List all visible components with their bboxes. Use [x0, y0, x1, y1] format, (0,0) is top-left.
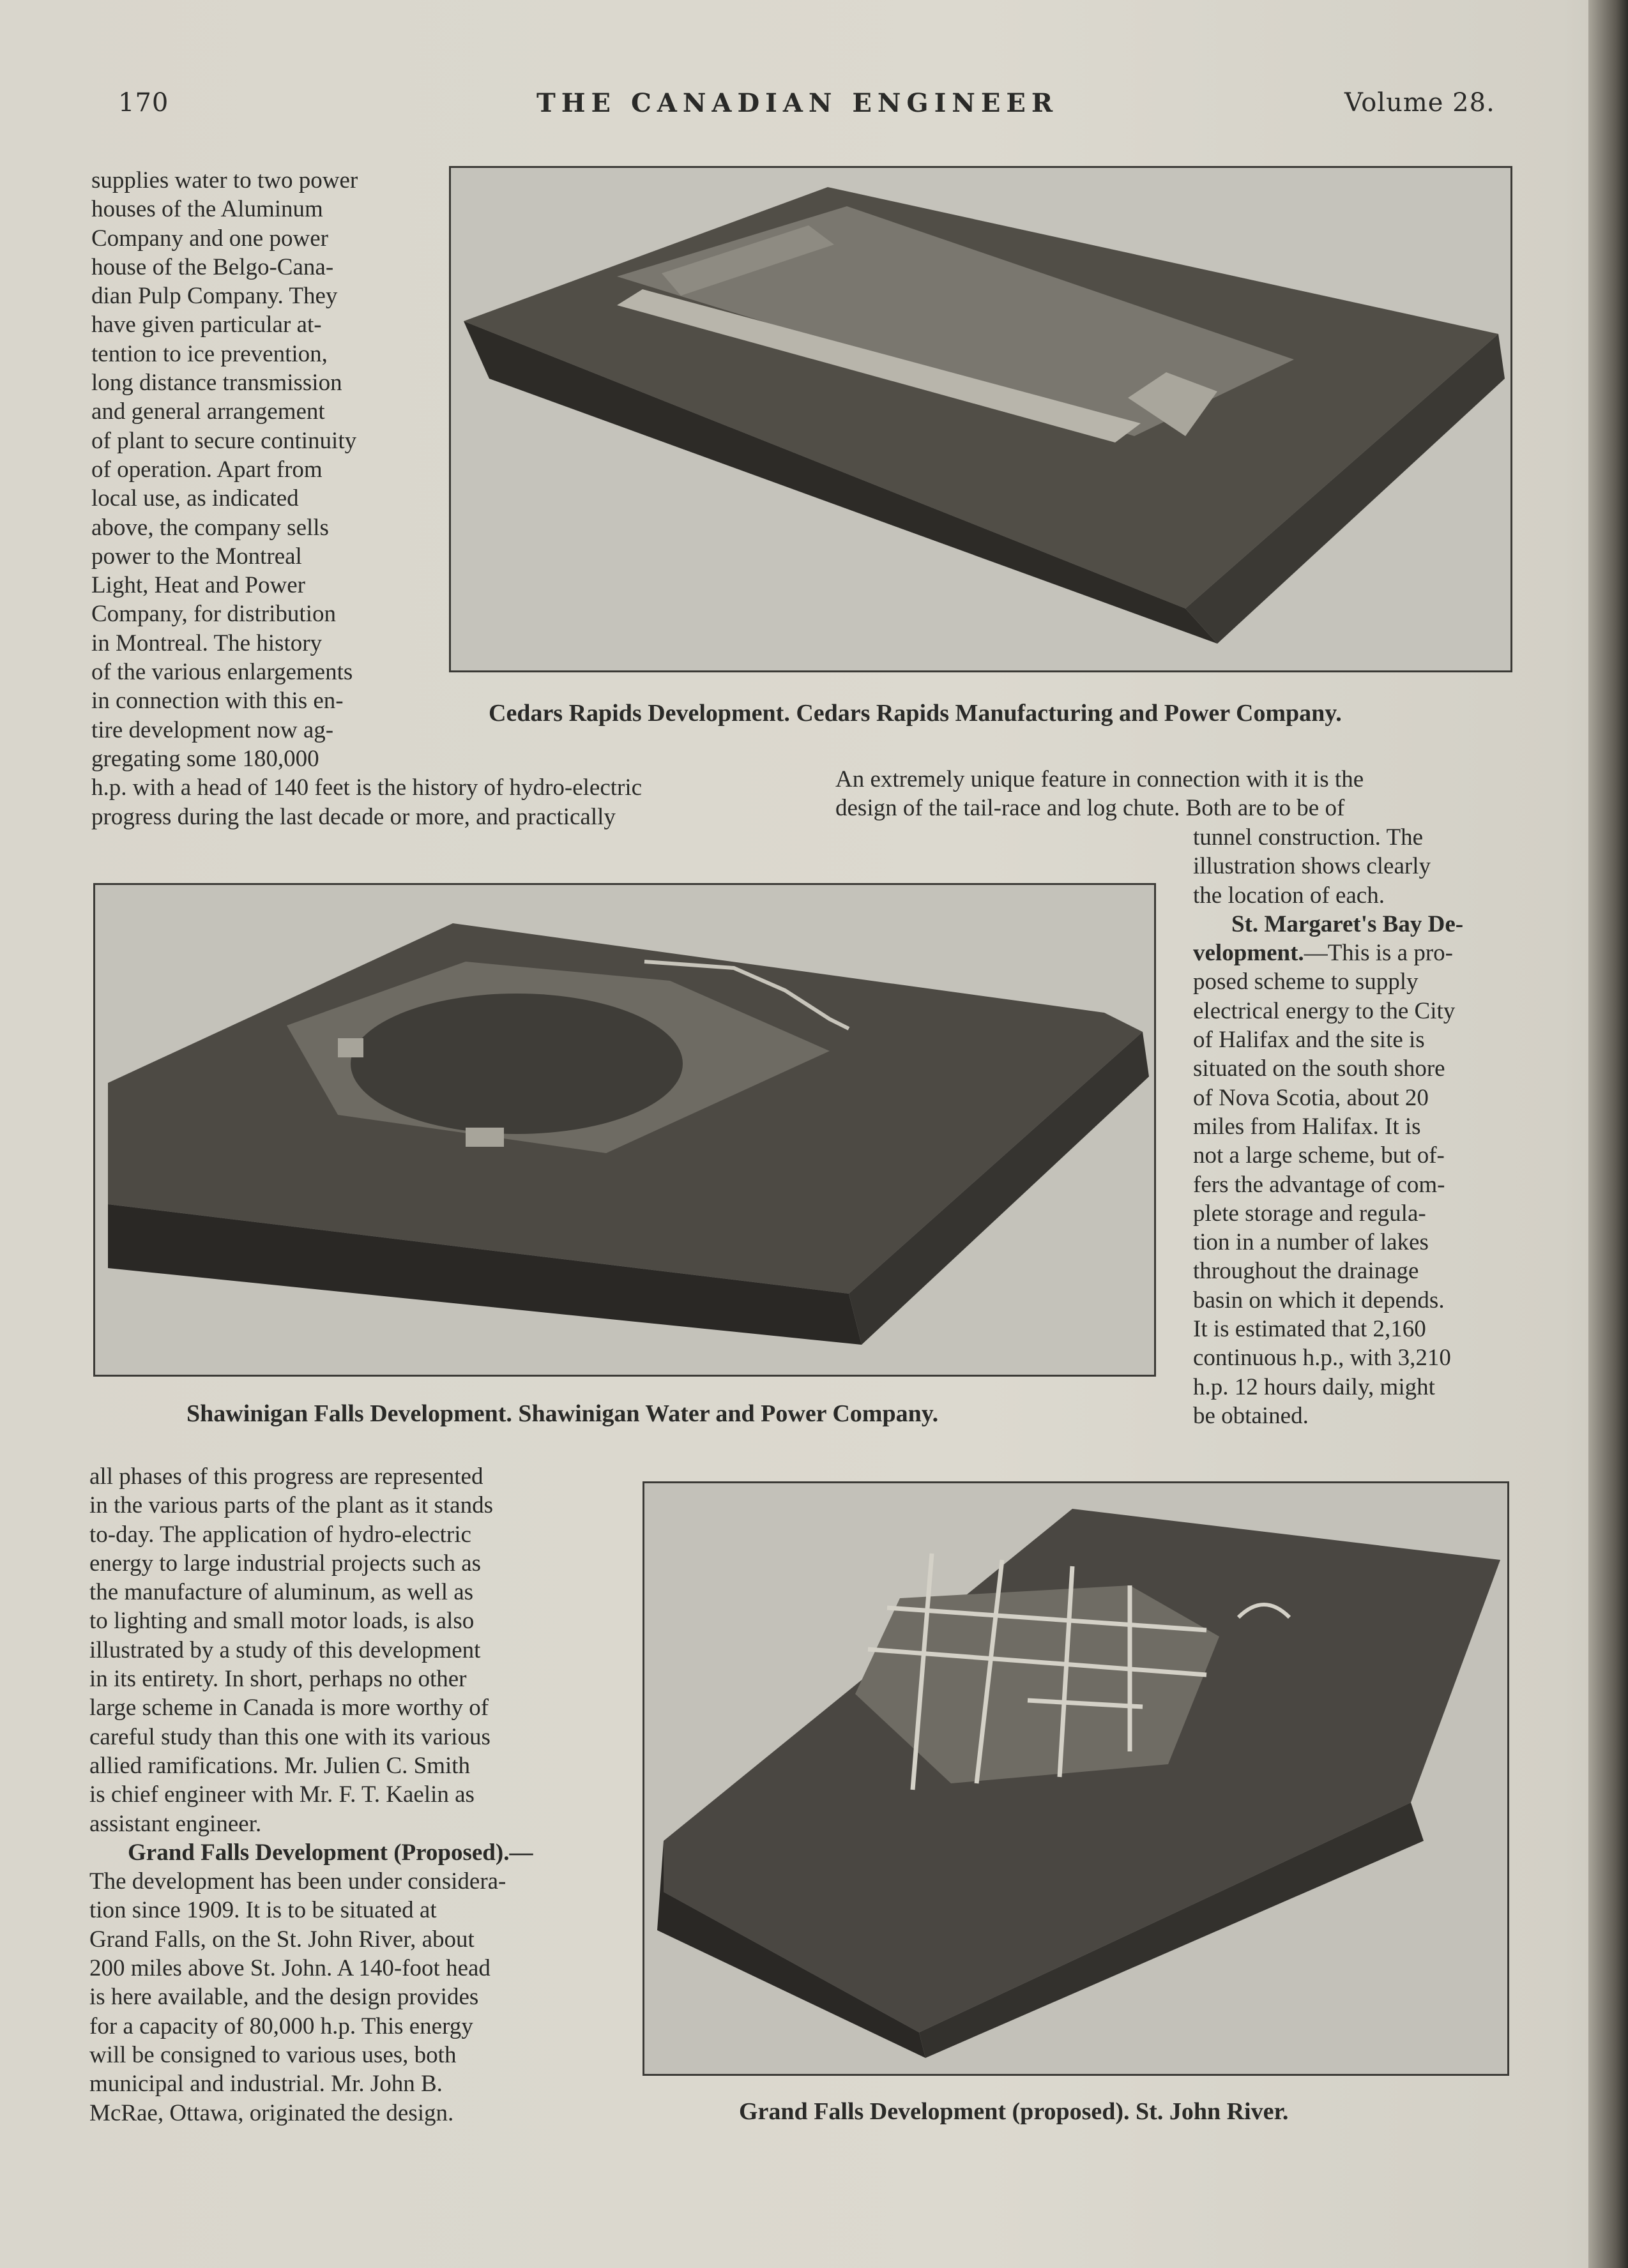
text-line: the manufacture of aluminum, as well as	[89, 1579, 474, 1606]
right-column-text	[1193, 823, 1512, 1430]
st-margaret-heading-line-2	[1193, 939, 1512, 967]
text-line: 200 miles above St. John. A 140-foot head	[89, 1955, 491, 1982]
st-margaret-heading: St. Margaret's Bay De-	[1231, 911, 1464, 937]
text-line: in the various parts of the plant as it stands	[89, 1492, 493, 1519]
st-margaret-heading-2: velopment.	[1193, 940, 1304, 967]
text-line: plete storage and regula-	[1193, 1200, 1426, 1227]
text-fragment: —This is a pro-	[1304, 940, 1453, 967]
text-line: of the various enlargements	[91, 659, 353, 686]
text-line: tion since 1909. It is to be situated at	[89, 1897, 437, 1924]
text-line: for a capacity of 80,000 h.p. This energy	[89, 2013, 473, 2039]
page-binding-edge	[1588, 0, 1628, 2268]
text-line: of operation. Apart from	[91, 456, 323, 483]
text-line: dian Pulp Company. They	[91, 283, 338, 310]
text-line: energy to large industrial projects such as	[89, 1550, 482, 1576]
text-line: tion in a number of lakes	[1193, 1229, 1429, 1256]
text-line: progress during the last decade or more, and practically	[91, 803, 616, 830]
text-line: throughout the drainage	[1193, 1258, 1419, 1285]
text-line: above, the company sells	[91, 514, 329, 541]
text-line: Light, Heat and Power	[91, 572, 305, 599]
st-margaret-heading-line	[1193, 910, 1512, 939]
text-line: of plant to secure continuity	[91, 427, 357, 454]
text-line: posed scheme to supply	[1193, 969, 1419, 995]
grand-falls-photo	[643, 1481, 1509, 2076]
cedars-rapids-photo	[449, 166, 1512, 672]
text-line: tention to ice prevention,	[91, 340, 328, 367]
text-line: not a large scheme, but of-	[1193, 1142, 1445, 1169]
text-line: houses of the Aluminum	[91, 196, 323, 223]
page-number: 170	[118, 88, 169, 117]
volume-label: Volume 28.	[1344, 88, 1495, 117]
text-line: illustrated by a study of this development	[89, 1637, 481, 1663]
text-line: is chief engineer with Mr. F. T. Kaelin as	[89, 1781, 475, 1808]
text-line: Company, for distribution	[91, 601, 336, 628]
text-line: electrical energy to the City	[1193, 997, 1456, 1024]
text-line: house of the Belgo-Cana-	[91, 253, 334, 280]
text-line: design of the tail-race and log chute. Both are to be of	[835, 795, 1345, 822]
text-line: allied ramifications. Mr. Julien C. Smith	[89, 1752, 471, 1779]
text-line: power to the Montreal	[91, 543, 302, 570]
text-line: h.p. with a head of 140 feet is the history of hydro-electric	[91, 775, 643, 801]
text-line: and general arrangement	[91, 398, 325, 425]
text-line: tunnel construction. The	[1193, 824, 1423, 850]
text-line: h.p. 12 hours daily, might	[1193, 1373, 1435, 1400]
text-line: the location of each.	[1193, 882, 1385, 909]
text-line: in connection with this en-	[91, 688, 344, 714]
text-line: fers the advantage of com-	[1193, 1171, 1445, 1198]
text-line: to-day. The application of hydro-electric	[89, 1521, 471, 1548]
text-line: in its entirety. In short, perhaps no other	[89, 1666, 467, 1693]
text-line: illustration shows clearly	[1193, 853, 1431, 880]
text-line: local use, as indicated	[91, 485, 299, 512]
text-line: be obtained.	[1193, 1402, 1309, 1429]
text-line: Company and one power	[91, 225, 328, 252]
text-line: of Nova Scotia, about 20	[1193, 1084, 1429, 1111]
text-line: to lighting and small motor loads, is also	[89, 1608, 475, 1635]
text-line: large scheme in Canada is more worthy of	[89, 1695, 489, 1721]
shawinigan-falls-photo	[93, 883, 1156, 1377]
grand-falls-caption: Grand Falls Development (proposed). St. John River.	[739, 2098, 1289, 2125]
text-line: tire development now ag-	[91, 716, 334, 743]
text-line: miles from Halifax. It is	[1193, 1113, 1421, 1140]
text-line: assistant engineer.	[89, 1810, 262, 1837]
text-line: is here available, and the design provides	[89, 1984, 479, 2011]
text-line: careful study than this one with its various	[89, 1723, 491, 1750]
grand-falls-heading: Grand Falls Development (Proposed).—	[128, 1839, 533, 1866]
text-line: Grand Falls, on the St. John River, about	[89, 1926, 475, 1953]
journal-title: THE CANADIAN ENGINEER	[536, 88, 1059, 118]
text-line: municipal and industrial. Mr. John B.	[89, 2071, 443, 2098]
col1-bottom-text	[89, 1462, 597, 2128]
text-line: The development has been under considera-	[89, 1868, 506, 1895]
text-line: will be consigned to various uses, both	[89, 2041, 457, 2068]
col2-top-text	[835, 765, 1512, 823]
shawinigan-caption: Shawinigan Falls Development. Shawinigan Water and Power Company.	[186, 1400, 939, 1427]
text-line: in Montreal. The history	[91, 630, 323, 656]
text-line: supplies water to two power	[91, 167, 358, 193]
text-line: It is estimated that 2,160	[1193, 1316, 1426, 1343]
text-line: all phases of this progress are represented	[89, 1463, 483, 1490]
cedars-caption: Cedars Rapids Development. Cedars Rapids Manufacturing and Power Company.	[489, 700, 1342, 727]
text-line: situated on the south shore	[1193, 1055, 1445, 1082]
text-line: continuous h.p., with 3,210	[1193, 1345, 1451, 1372]
text-line: long distance transmission	[91, 370, 342, 397]
text-line: McRae, Ottawa, originated the design.	[89, 2099, 454, 2126]
text-line: An extremely unique feature in connection with it is the	[835, 766, 1364, 792]
text-line: basin on which it depends.	[1193, 1287, 1445, 1313]
text-line: have given particular at-	[91, 312, 322, 338]
text-line: of Halifax and the site is	[1193, 1027, 1425, 1054]
text-line: gregating some 180,000	[91, 745, 319, 772]
col1-top-text	[91, 166, 643, 831]
